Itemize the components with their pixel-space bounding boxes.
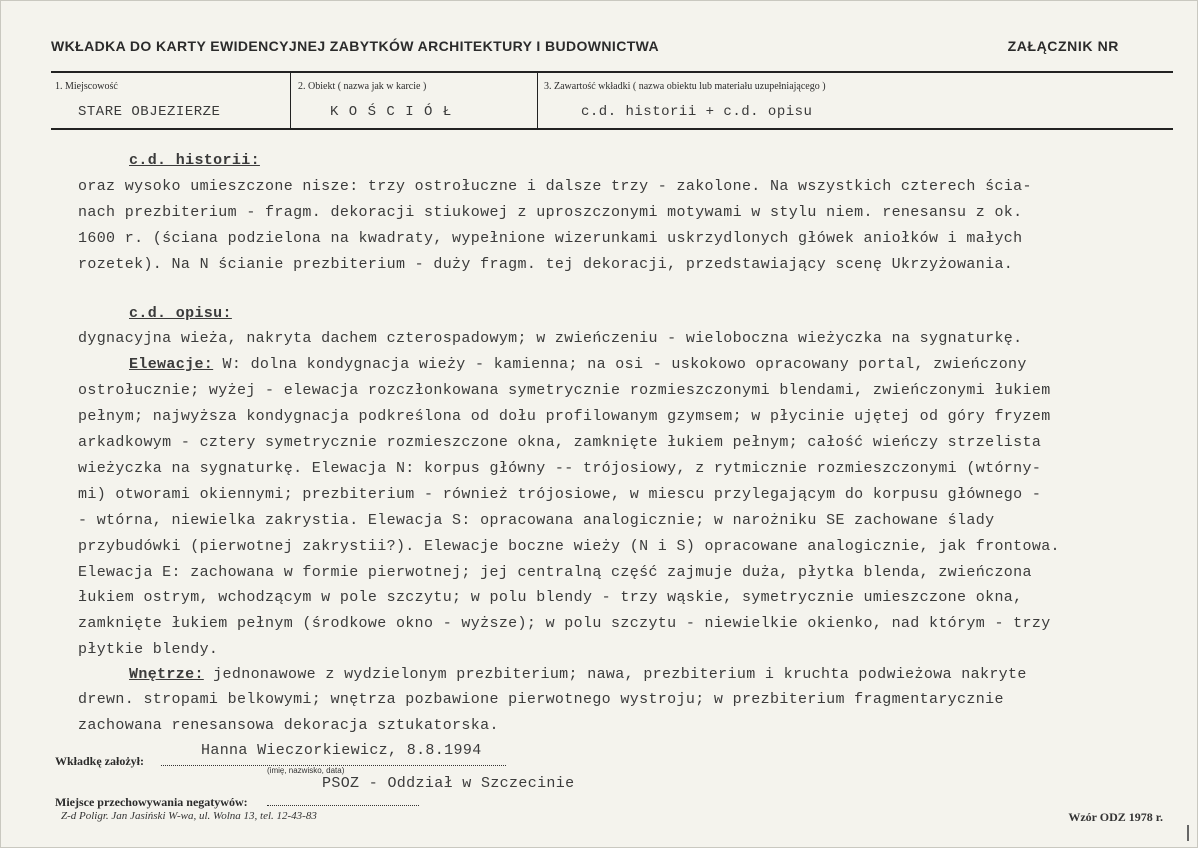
column-divider [290,72,291,128]
page-corner-mark [1179,825,1189,841]
object-label: 2. Obiekt ( nazwa jak w karcie ) [298,81,427,92]
description-line: łukiem ostrym, wchodzącym w pole szczytu; w polu blendy - trzy wąskie, symetrycznie umieszczone okna, [78,589,1023,606]
locality-label: 1. Miejscowość [55,81,118,92]
interior-paragraph-start [129,666,1027,683]
description-line: Elewacja E: zachowana w formie pierwotnej; jej centralną część zajmuje duża, płytka blenda, zwieńczona [78,564,1032,581]
author-hint: (imię, nazwisko, data) [267,766,345,775]
object-value: K O Ś C I Ó Ł [330,104,453,120]
content-value: c.d. historii + c.d. opisu [581,104,813,120]
description-line: arkadkowym - cztery symetrycznie rozmieszczone okna, zamknięte łukiem pełnym; całość wieńczy strzelista [78,434,1042,451]
locality-value: STARE OBJEZIERZE [78,104,221,120]
negatives-label: Miejsce przechowywania negatywów: [55,795,248,809]
history-line: rozetek). Na N ścianie prezbiterium - duży fragm. tej dekoracji, przedstawiający scenę Ukrzyżowania. [78,256,1014,273]
column-divider [537,72,538,128]
description-line: ostrołucznie; wyżej - elewacja rozczłonkowana symetrycznie rozmieszczonymi blendami, zwieńczonymi łukiem [78,382,1051,399]
history-line: 1600 r. (ściana podzielona na kwadraty, wypełnione wizerunkami uskrzydlonych główek aniołków i małych [78,230,1023,247]
description-line: przybudówki (pierwotnej zakrystii?). Elewacje boczne wieży (N i S) opracowane analogicznie, jak frontowa. [78,538,1060,555]
history-line: oraz wysoko umieszczone nisze: trzy ostrołuczne i dalsze trzy - zakolone. Na wszystkich czterech ścia- [78,178,1032,195]
description-line: mi) otworami okiennymi; prezbiterium - również trójosiowe, w miescu przylegającym do korpusu głównego - [78,486,1042,503]
description-line: drewn. stropami belkowymi; wnętrza pozbawione pierwotnego wystroju; w prezbiterium fragmentarycznie [78,691,1004,708]
header-rule-bottom [51,128,1173,130]
description-line: dygnacyjna wieża, nakryta dachem czterospadowym; w zwieńczeniu - wieloboczna wieżyczka na sygnaturkę. [78,330,1023,347]
institution-value: PSOZ - Oddział w Szczecinie [322,775,575,792]
interior-label: Wnętrze: [129,666,204,683]
interior-text: jednonawowe z wydzielonym prezbiterium; nawa, prezbiterium i kruchta podwieżowa nakryte [203,666,1027,683]
content-label: 3. Zawartość wkładki ( nazwa obiektu lub materiału uzupełniającego ) [544,81,826,92]
description-line: płytkie blendy. [78,641,219,658]
header-rule-top [51,71,1173,73]
elevations-label: Elewacje: [129,356,214,373]
description-line: - wtórna, niewielka zakrystia. Elewacja S: opracowana analogicznie; w narożniku SE zachowane ślady [78,512,995,529]
description-line: zachowana renesansowa dekoracja sztukatorska. [78,717,499,734]
elevations-paragraph-start [129,356,1027,373]
history-heading: c.d. historii: [129,152,260,169]
form-title: WKŁADKA DO KARTY EWIDENCYJNEJ ZABYTKÓW ARCHITEKTURY I BUDOWNICTWA [51,38,660,54]
author-value: Hanna Wieczorkiewicz, 8.8.1994 [201,742,482,759]
description-line: pełnym; najwyższa kondygnacja podkreślona od dołu profilowanym gzymsem; w płycinie ujętej od góry fryzem [78,408,1051,425]
elevations-text: W: dolna kondygnacja wieży - kamienna; na osi - uskokowo opracowany portal, zwieńczony [213,356,1027,373]
description-heading: c.d. opisu: [129,305,232,322]
printer-imprint: Z-d Poligr. Jan Jasiński W-wa, ul. Wolna 13, tel. 12-43-83 [61,810,317,822]
negatives-dotted-line [267,805,419,806]
form-code: Wzór ODZ 1978 r. [1068,810,1163,824]
attachment-label: ZAŁĄCZNIK NR [1007,38,1119,54]
history-line: nach prezbiterium - fragm. dekoracji stiukowej z uproszczonymi motywami w stylu niem. renesansu z ok. [78,204,1023,221]
description-line: zamknięte łukiem pełnym (środkowe okno - wyższe); w polu szczytu - niewielkie okienko, nad którym - trzy [78,615,1051,632]
description-line: wieżyczka na sygnaturkę. Elewacja N: korpus główny -- trójosiowy, z rytmicznie rozmieszczonymi (wtórny- [78,460,1042,477]
author-label: Wkładkę założył: [55,754,144,768]
